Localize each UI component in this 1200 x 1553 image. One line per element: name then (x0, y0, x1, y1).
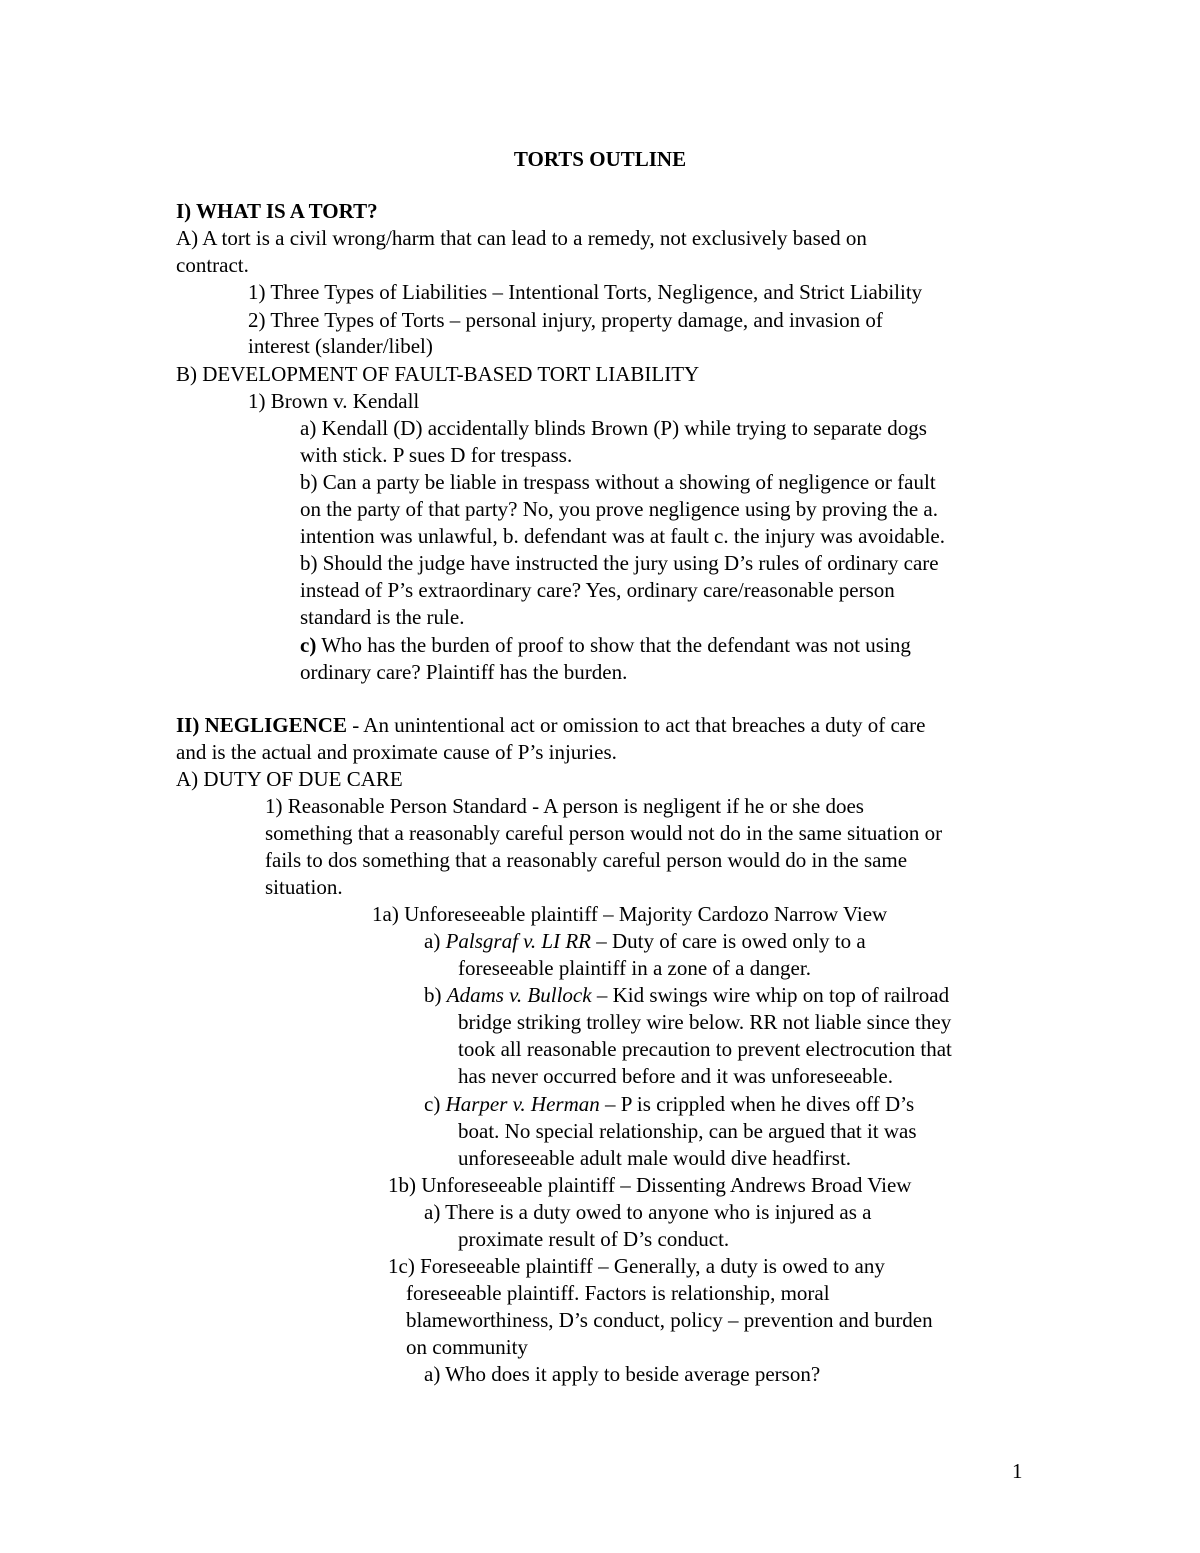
sub-1a-b-text: – Kid swings wire whip on top of railroad (591, 983, 950, 1007)
sub-1a-c-line-1 (424, 1091, 914, 1118)
sub-1a-b-line-4: has never occurred before and it was unforeseeable. (458, 1064, 893, 1088)
sub-1a-c-line-2: boat. No special relationship, can be argued that it was (458, 1119, 917, 1143)
case-point-c-text: Who has the burden of proof to show that the defendant was not using (316, 633, 911, 657)
case-point-c-label: c) (300, 633, 317, 657)
rps-line-2: something that a reasonably careful person would not do in the same situation or (265, 821, 943, 845)
case-point-b2-line-2: instead of P’s extraordinary care? Yes, ordinary care/reasonable person (300, 578, 895, 602)
section-2-heading-line-2: and is the actual and proximate cause of P’s injuries. (176, 740, 617, 764)
section-2-a-heading: A) DUTY OF DUE CARE (176, 767, 403, 791)
sub-1a-a-label: a) (424, 929, 446, 953)
case-point-c-line-2: ordinary care? Plaintiff has the burden. (300, 660, 628, 684)
page-number: 1 (1012, 1459, 1023, 1483)
sub-1b-a-line-2: proximate result of D’s conduct. (458, 1227, 730, 1251)
sub-1a-c-line-3: unforeseeable adult male would dive headfirst. (458, 1146, 852, 1170)
sub-1c-line-2: foreseeable plaintiff. Factors is relationship, moral (406, 1281, 830, 1305)
section-2-heading-rest: - An unintentional act or omission to act that breaches a duty of care (346, 713, 926, 737)
sub-1a-b-line-1 (424, 982, 949, 1009)
sub-1b-heading: 1b) Unforeseeable plaintiff – Dissenting Andrews Broad View (388, 1173, 912, 1197)
case-point-a-line-1: a) Kendall (D) accidentally blinds Brown (P) while trying to separate dogs (300, 416, 927, 440)
case-brown-v-kendall: 1) Brown v. Kendall (248, 389, 420, 413)
sub-1a-b-line-2: bridge striking trolley wire below. RR not liable since they (458, 1010, 952, 1034)
sub-1b-a-line-1: a) There is a duty owed to anyone who is injured as a (424, 1200, 872, 1224)
case-point-b2-line-3: standard is the rule. (300, 605, 465, 629)
sub-1c-line-1: 1c) Foreseeable plaintiff – Generally, a duty is owed to any (388, 1254, 885, 1278)
sub-1a-a-text: – Duty of care is owed only to a (591, 929, 866, 953)
sub-1a-c-label: c) (424, 1092, 446, 1116)
case-adams: Adams v. Bullock (446, 983, 592, 1007)
rps-line-1: 1) Reasonable Person Standard - A person is negligent if he or she does (265, 794, 864, 818)
sub-1a-b-line-3: took all reasonable precaution to prevent electrocution that (458, 1037, 952, 1061)
section-1-a-line-1: A) A tort is a civil wrong/harm that can lead to a remedy, not exclusively based on (176, 226, 867, 250)
case-point-a-line-2: with stick. P sues D for trespass. (300, 443, 573, 467)
section-1-item-2-line-2: interest (slander/libel) (248, 334, 433, 358)
section-2-heading (176, 712, 925, 739)
rps-line-3: fails to dos something that a reasonably careful person would do in the same (265, 848, 908, 872)
sub-1c-line-3: blameworthiness, D’s conduct, policy – prevention and burden (406, 1308, 933, 1332)
case-palsgraf: Palsgraf v. LI RR (445, 929, 592, 953)
sub-1a-a-line-2: foreseeable plaintiff in a zone of a danger. (458, 956, 811, 980)
case-harper: Harper v. Herman (445, 1092, 600, 1116)
case-point-b-line-2: on the party of that party? No, you prove negligence using by proving the a. (300, 497, 938, 521)
section-1-item-2-line-1: 2) Three Types of Torts – personal injury, property damage, and invasion of (248, 308, 883, 332)
case-point-c-line-1 (300, 632, 911, 659)
section-1-item-1: 1) Three Types of Liabilities – Intentional Torts, Negligence, and Strict Liability (248, 280, 923, 304)
sub-1a-b-label: b) (424, 983, 447, 1007)
section-1-heading: I) WHAT IS A TORT? (176, 199, 378, 223)
section-2-heading-bold: II) NEGLIGENCE (176, 713, 347, 737)
sub-1c-line-4: on community (406, 1335, 528, 1359)
section-1-b-heading: B) DEVELOPMENT OF FAULT-BASED TORT LIABILITY (176, 362, 700, 386)
sub-1a-heading: 1a) Unforeseeable plaintiff – Majority Cardozo Narrow View (372, 902, 888, 926)
sub-1c-a: a) Who does it apply to beside average person? (424, 1362, 821, 1386)
sub-1a-c-text: – P is crippled when he dives off D’s (599, 1092, 915, 1116)
sub-1a-a-line-1 (424, 928, 866, 955)
document-title: TORTS OUTLINE (513, 147, 687, 171)
case-point-b-line-3: intention was unlawful, b. defendant was at fault c. the injury was avoidable. (300, 524, 945, 548)
rps-line-4: situation. (265, 875, 343, 899)
section-1-a-line-2: contract. (176, 253, 249, 277)
case-point-b2-line-1: b) Should the judge have instructed the jury using D’s rules of ordinary care (300, 551, 939, 575)
case-point-b-line-1: b) Can a party be liable in trespass without a showing of negligence or fault (300, 470, 936, 494)
